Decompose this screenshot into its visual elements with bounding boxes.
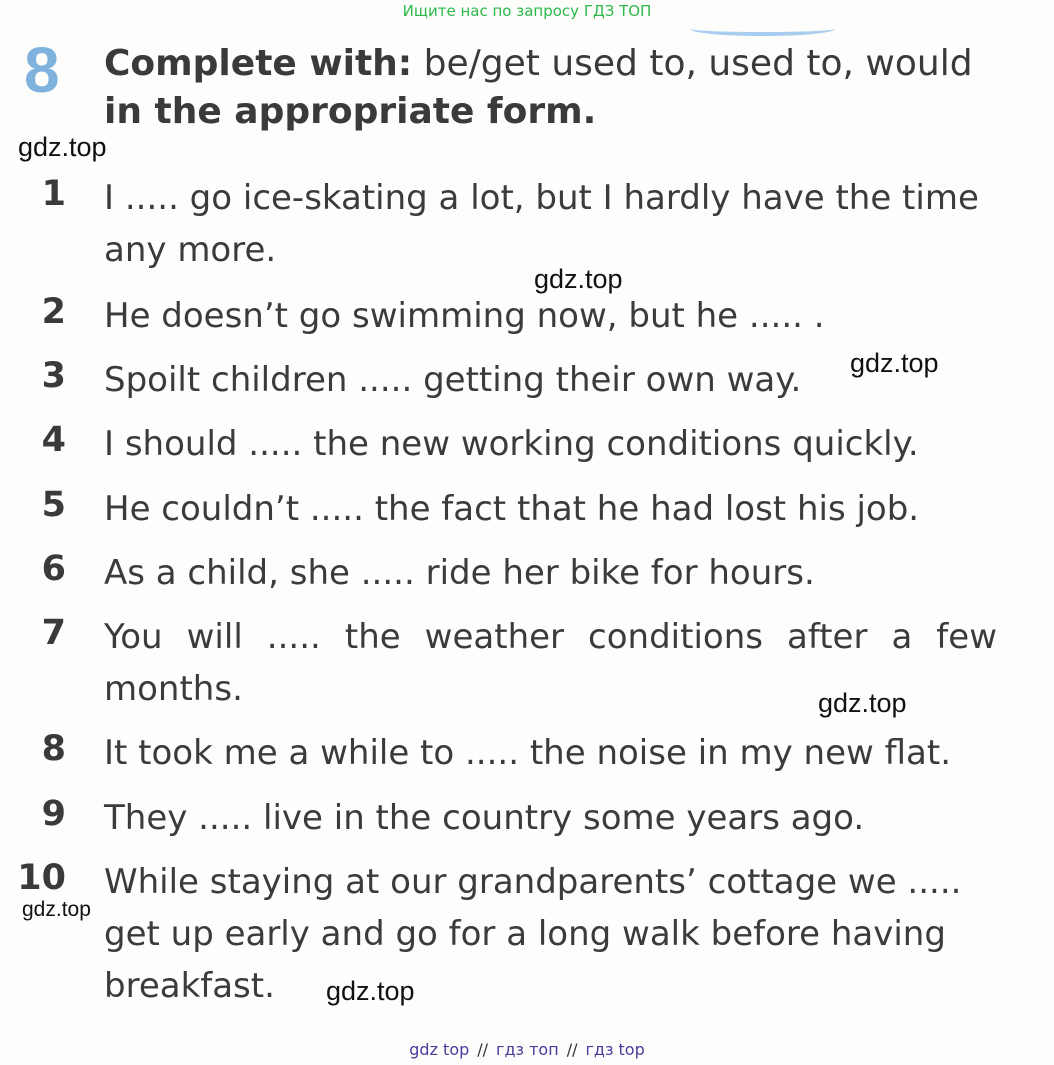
item-text: He doesn’t go swimming now, but he ..... . — [104, 296, 825, 336]
watermark: gdz.top — [18, 132, 107, 162]
item-text: You will ..... the weather conditions after a few months. — [104, 617, 997, 709]
exercise-instruction — [104, 40, 1004, 136]
item-number: 10 — [17, 858, 66, 898]
item-number: 5 — [41, 485, 66, 525]
footer-separator: // — [477, 1040, 489, 1059]
item-text: They ..... live in the country some years ago. — [104, 798, 865, 838]
item-number: 2 — [41, 292, 66, 332]
item-number: 3 — [41, 356, 66, 396]
watermark: gdz.top — [22, 898, 91, 921]
instruction-text: be/get used to, used to, would — [412, 43, 973, 84]
item-number: 6 — [41, 549, 66, 589]
item-text: As a child, she ..... ride her bike for hours. — [104, 553, 815, 593]
watermark: gdz.top — [818, 688, 907, 718]
instruction-bold: Complete with: — [104, 43, 413, 84]
item-text: Spoilt children ..... getting their own way. — [104, 360, 802, 400]
footer-separator: // — [566, 1040, 578, 1059]
item-text: While staying at our grandparents’ cottage we ..... get up early and go for a long walk before having breakfast. — [104, 862, 962, 1006]
item-text: I should ..... the new working conditions quickly. — [104, 424, 919, 464]
item-text: It took me a while to ..... the noise in my new flat. — [104, 733, 952, 773]
watermark: gdz.top — [850, 348, 939, 378]
footer-link-gdz-top-mixed[interactable]: гдз top — [585, 1040, 645, 1059]
item-text: I ..... go ice-skating a lot, but I hardly have the time any more. — [104, 178, 979, 270]
top-banner[interactable]: Ищите нас по запросу ГДЗ ТОП — [402, 2, 652, 20]
item-text: He couldn’t ..... the fact that he had lost his job. — [104, 489, 920, 529]
exercise-number: 8 — [24, 34, 60, 106]
item-number: 1 — [41, 174, 66, 214]
footer-link-gdz-top[interactable]: gdz top — [409, 1040, 470, 1059]
decorative-curve — [690, 22, 835, 36]
instruction-line2: in the appropriate form. — [104, 91, 597, 132]
item-number: 8 — [41, 729, 66, 769]
item-number: 7 — [41, 613, 66, 653]
watermark: gdz.top — [326, 976, 415, 1006]
footer-links — [0, 1040, 1054, 1059]
item-number: 4 — [41, 420, 66, 460]
watermark: gdz.top — [534, 264, 623, 294]
item-number: 9 — [41, 794, 66, 834]
footer-link-gdz-top-ru[interactable]: гдз топ — [496, 1040, 559, 1059]
